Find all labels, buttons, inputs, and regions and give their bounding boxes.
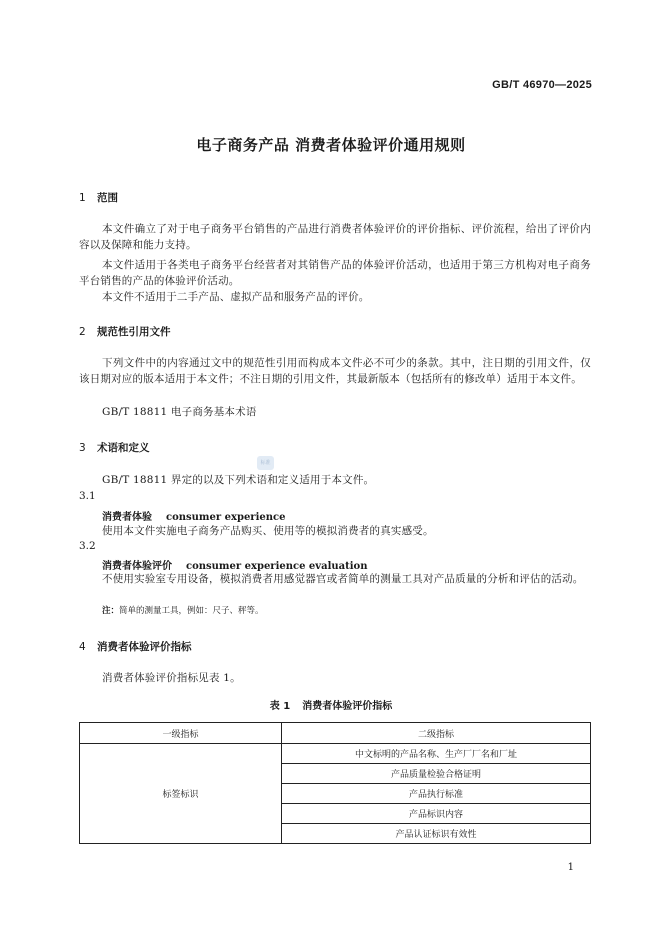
paragraph: 本文件适用于各类电子商务平台经营者对其销售产品的体验评价活动，也适用于第三方机构对电子商务平台销售的产品的体验评价活动。 <box>79 259 591 287</box>
indicator-table <box>79 722 591 844</box>
section-number: 3 <box>79 442 86 454</box>
paragraph: 本文件确立了对于电子商务平台销售的产品进行消费者体验评价的评价指标、评价流程，给出了评价内容以及保障和能力支持。 <box>79 223 591 251</box>
section-number: 1 <box>79 192 86 204</box>
normative-reference: GB/T 18811 电子商务基本术语 <box>102 406 257 418</box>
term-zh: 消费者体验 <box>102 512 152 523</box>
section-title: 规范性引用文件 <box>97 326 171 338</box>
column-header: 一级指标 <box>80 723 282 744</box>
section-number: 2 <box>79 326 86 338</box>
page-number: 1 <box>567 862 574 873</box>
term-heading <box>102 557 368 572</box>
page-title: 电子商务产品 消费者体验评价通用规则 <box>196 136 466 154</box>
watermark-logo: 标准 <box>257 456 274 470</box>
second-level-indicator: 产品执行标准 <box>282 784 591 804</box>
section-title: 术语和定义 <box>97 442 150 454</box>
paragraph: 本文件不适用于二手产品、虚拟产品和服务产品的评价。 <box>102 291 370 303</box>
column-header: 二级指标 <box>282 723 591 744</box>
section-3-heading <box>79 440 150 455</box>
paragraph: 消费者体验评价指标见表 1。 <box>102 672 241 684</box>
table-row <box>80 744 591 764</box>
term-number: 3.2 <box>79 540 96 552</box>
second-level-indicator: 产品标识内容 <box>282 804 591 824</box>
term-heading <box>102 508 285 523</box>
standard-code: GB/T 46970—2025 <box>492 79 592 91</box>
first-level-indicator: 标签标识 <box>80 744 282 844</box>
table-header-row <box>80 723 591 744</box>
paragraph: GB/T 18811 界定的以及下列术语和定义适用于本文件。 <box>102 474 375 486</box>
section-title: 消费者体验评价指标 <box>97 641 192 653</box>
table-title: 消费者体验评价指标 <box>302 701 393 712</box>
section-number: 4 <box>79 641 86 653</box>
term-en: consumer experience <box>166 512 286 523</box>
second-level-indicator: 中文标明的产品名称、生产厂厂名和厂址 <box>282 744 591 764</box>
term-en: consumer experience evaluation <box>186 561 368 572</box>
term-definition: 使用本文件实施电子商务产品购买、使用等的模拟消费者的真实感受。 <box>102 525 434 537</box>
term-zh: 消费者体验评价 <box>102 561 172 572</box>
note-label: 注： <box>102 606 120 616</box>
section-title: 范围 <box>97 192 118 204</box>
term-number: 3.1 <box>79 490 96 502</box>
term-definition: 不使用实验室专用设备，模拟消费者用感觉器官或者简单的测量工具对产品质量的分析和评估的活动。 <box>102 573 584 585</box>
section-2-heading <box>79 324 171 339</box>
second-level-indicator: 产品认证标识有效性 <box>282 824 591 844</box>
note-text: 简单的测量工具，例如：尺子、秤等。 <box>119 606 264 616</box>
table-label: 表 1 <box>269 701 291 712</box>
table-caption <box>0 697 662 712</box>
paragraph: 下列文件中的内容通过文中的规范性引用而构成本文件必不可少的条款。其中，注日期的引用文件，仅该日期对应的版本适用于本文件；不注日期的引用文件，其最新版本（包括所有的修改单）适用于本文件。 <box>79 357 591 385</box>
section-1-heading <box>79 190 118 205</box>
section-4-heading <box>79 639 192 654</box>
second-level-indicator: 产品质量检验合格证明 <box>282 764 591 784</box>
note <box>102 604 264 616</box>
